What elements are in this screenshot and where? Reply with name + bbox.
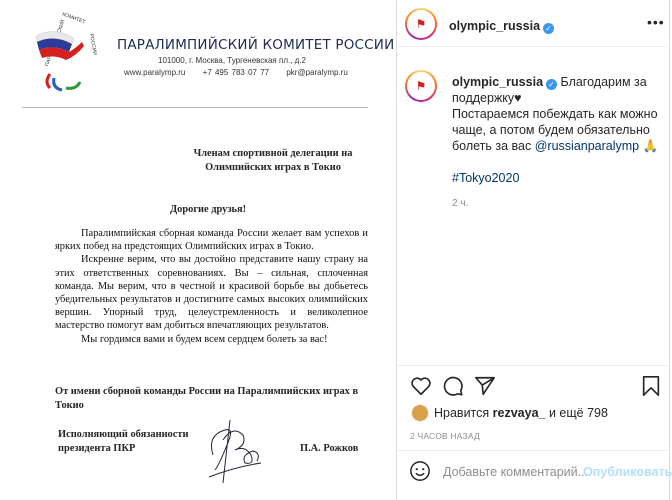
website: www.paralymp.ru xyxy=(124,68,186,77)
username-link[interactable]: olympic_russia xyxy=(452,75,544,89)
addressee-line: Членам спортивной делегации на xyxy=(193,148,353,159)
caption xyxy=(452,74,662,212)
paralympic-committee-logo xyxy=(24,8,102,98)
publish-button[interactable]: Опубликовать xyxy=(583,465,672,479)
signer-title xyxy=(58,428,188,456)
bookmark-icon[interactable] xyxy=(641,375,661,397)
share-icon[interactable] xyxy=(474,375,496,397)
letterhead-divider xyxy=(22,107,368,108)
post-header xyxy=(449,17,554,35)
paragraph: Мы гордимся вами и будем всем сердцем болеть за вас! xyxy=(81,333,328,345)
org-contacts xyxy=(124,68,362,77)
caption-text: Постараемся побеждать как можно чаще, а потом будем обязательно болеть за вас xyxy=(452,107,658,153)
verified-icon: ✓ xyxy=(546,79,557,90)
liker-avatar[interactable] xyxy=(411,404,429,422)
liker-username[interactable]: rezvaya_ xyxy=(492,406,546,420)
verified-icon: ✓ xyxy=(543,23,554,34)
closing: От имени сборной команды России на Паралимпийских играх в Токио xyxy=(55,386,359,411)
org-name: ПАРАЛИМПИЙСКИЙ КОМИТЕТ РОССИИ xyxy=(117,37,395,53)
pray-emoji: 🙏 xyxy=(642,139,659,153)
signer-name: П.А. Рожков xyxy=(300,443,359,454)
emoji-icon[interactable] xyxy=(409,460,431,482)
signer-title-line: президента ПКР xyxy=(58,443,136,454)
mention-link[interactable]: @russianparalymp xyxy=(534,139,640,153)
signature xyxy=(205,415,265,485)
letter-body xyxy=(55,227,368,346)
likes-summary[interactable] xyxy=(434,406,608,420)
phone: +7 495 783 07 77 xyxy=(202,68,270,77)
avatar[interactable] xyxy=(405,8,437,40)
post-timestamp[interactable]: 2 ЧАСОВ НАЗАД xyxy=(410,431,480,441)
addressee-line: Олимпийских играх в Токио xyxy=(205,162,341,173)
signer-title-line: Исполняющий обязанности xyxy=(58,429,189,440)
post-sidebar xyxy=(397,0,670,500)
actions-divider xyxy=(397,365,670,366)
svg-text:РОССИИ: РОССИИ xyxy=(88,33,98,56)
paragraph: Паралимпийская сборная команда России желает вам успехов и ярких побед на предстоящих Олимпийских играх в Токио. xyxy=(55,228,368,253)
addressee xyxy=(178,147,368,175)
email: pkr@paralymp.ru xyxy=(286,68,348,77)
username-link[interactable]: olympic_russia xyxy=(449,19,541,33)
greeting: Дорогие друзья! xyxy=(170,204,247,215)
likes-prefix: Нравится xyxy=(434,406,490,420)
org-address: 101000, г. Москва, Тургеневская пл., д.2 xyxy=(158,56,306,65)
more-options-icon[interactable]: ••• xyxy=(647,14,665,30)
hashtag-link[interactable]: #Tokyo2020 xyxy=(452,171,520,185)
like-heart-icon[interactable] xyxy=(410,375,432,397)
comment-input[interactable]: Добавьте комментарий... xyxy=(443,465,589,479)
likes-count[interactable]: и ещё 798 xyxy=(548,406,608,420)
caption-text: Благодарим за поддержку♥ xyxy=(452,75,647,105)
caption-time: 2 ч. xyxy=(452,198,469,209)
paragraph: Искренне верим, что вы достойно представите нашу страну на этих ответственных соревнованиях. Вы – сильная, сплоченная команда. Мы верим, что в честной и красивой борьбе вы добьетесь убедительных результатов и достигните самых высоких олимпийских вершин. Упорный труд, целеустремленность и великолепное мастерство помогут вам добиться впечатляющих результатов. xyxy=(55,254,368,332)
comment-icon[interactable] xyxy=(442,375,464,397)
comment-divider xyxy=(397,450,670,451)
olympic-logo-icon: ⚑ xyxy=(415,17,427,31)
header-divider xyxy=(397,46,670,47)
olympic-logo-icon: ⚑ xyxy=(415,79,427,93)
svg-text:КОМИТЕТ: КОМИТЕТ xyxy=(61,11,86,26)
avatar[interactable] xyxy=(405,70,437,102)
